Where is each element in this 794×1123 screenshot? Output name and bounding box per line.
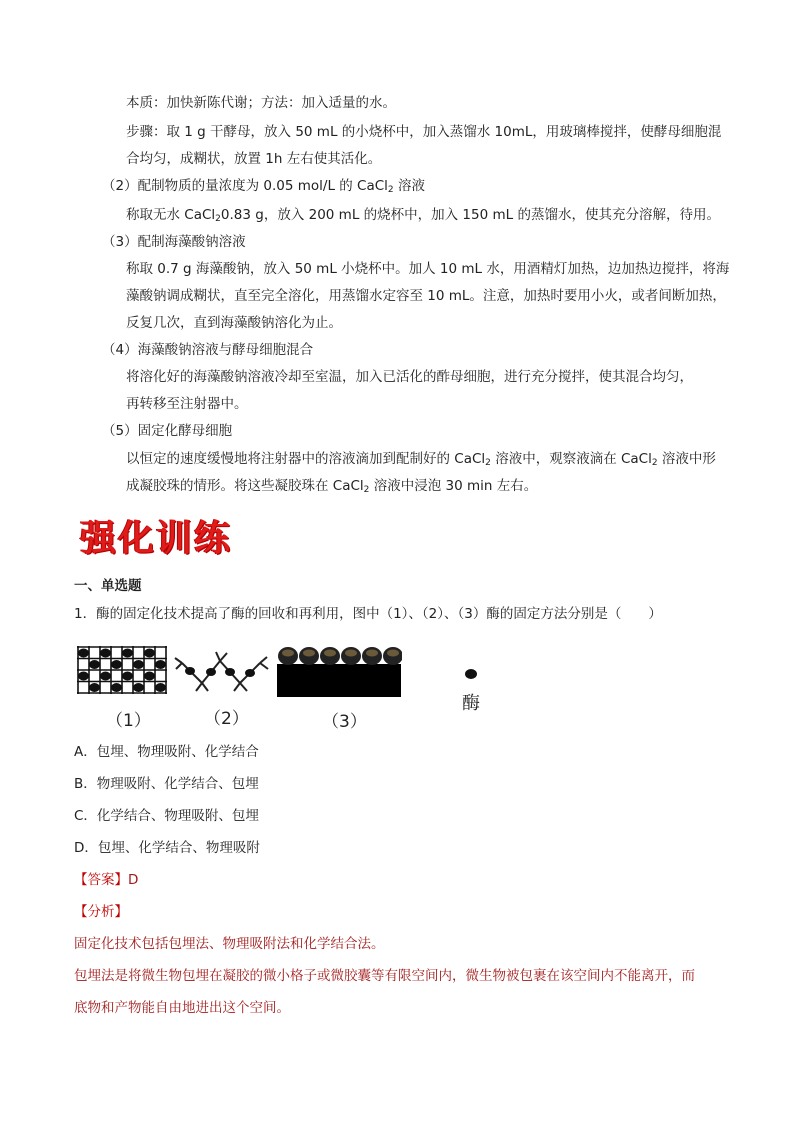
answer-tag: 【答案】 (74, 872, 128, 888)
figure-label-1: （1） (106, 711, 151, 731)
step5-heading: （5）固定化酵母细胞 (102, 423, 233, 439)
step2-heading: （2）配制物质的量浓度为 0.05 mol/L 的 CaCl$_2$ 溶液 (102, 178, 425, 195)
step2-body: 称取无水 CaCl$_2$0.83 g，放入 200 mL 的烧杯中，加入 150 mL 的蒸馏水，使其充分溶解，待用。 (126, 207, 720, 224)
step5-body-2: 成凝胶珠的情形。将这些凝胶珠在 CaCl$_2$ 溶液中浸泡 30 min 左右。 (126, 478, 538, 495)
analysis-tag: 【分析】 (74, 904, 128, 920)
step3-heading: （3）配制海藻酸钠溶液 (102, 234, 246, 250)
analysis-line-3: 底物和产物能自由地进出这个空间。 (74, 1000, 290, 1016)
step4-body-2: 再转移至注射器中。 (126, 396, 248, 412)
enzyme-legend-dot (464, 668, 478, 680)
figure-physical-adsorption (276, 640, 402, 698)
step3-body-3: 反复几次，直到海藻酸钠溶化为止。 (126, 315, 342, 331)
intro-line-3: 合均匀，成糊状，放置 1h 左右使其活化。 (126, 151, 382, 167)
option-b: B．物理吸附、化学结合、包埋 (74, 776, 259, 792)
figure-label-3: （3） (322, 712, 367, 732)
figure-label-2: （2） (204, 709, 249, 729)
enzyme-legend-label: 酶 (462, 693, 480, 714)
step4-body-1: 将溶化好的海藻酸钠溶液冷却至室温，加入已活化的酢母细胞，进行充分搅拌，使其混合均匀， (126, 369, 693, 385)
intro-line-1: 本质：加快新陈代谢；方法：加入适量的水。 (126, 95, 396, 111)
answer-value: D (128, 872, 139, 888)
section-title: 强化训练 (80, 517, 233, 559)
option-c: C．化学结合、物理吸附、包埋 (74, 808, 259, 824)
analysis-line-1: 固定化技术包括包埋法、物理吸附法和化学结合法。 (74, 936, 385, 952)
option-d: D．包埋、化学结合、物理吸附 (74, 840, 260, 856)
analysis-line-2: 包埋法是将微生物包埋在凝胶的微小格子或微胶囊等有限空间内，微生物被包裹在该空间内不能离开，而 (74, 968, 695, 984)
step3-body-2: 藻酸钠调成糊状，直至完全溶化，用蒸馏水定容至 10 mL。注意，加热时要用小火，或者间断加热， (126, 288, 726, 304)
step4-heading: （4）海藻酸钠溶液与酵母细胞混合 (102, 342, 314, 358)
figure-embedding (76, 645, 168, 695)
question-section-heading: 一、单选题 (74, 578, 142, 594)
answer-line (74, 870, 138, 890)
figure-chemical-binding (172, 645, 272, 695)
intro-line-2: 步骤：取 1 g 干酵母，放入 50 mL 的小烧杯中，加入蒸馏水 10mL，用玻璃棒搅拌，使酵母细胞混 (126, 124, 722, 140)
step3-body-1: 称取 0.7 g 海藻酸钠，放入 50 mL 小烧杯中。加人 10 mL 水，用酒精灯加热，边加热边搅拌，将海 (126, 261, 730, 277)
question-stem: 1．酶的固定化技术提高了酶的回收和再利用，图中（1）、（2）、（3）酶的固定方法分别是（ ） (74, 606, 662, 622)
step5-body-1: 以恒定的速度缓慢地将注射器中的溶液滴加到配制好的 CaCl$_2$ 溶液中，观察液滴在 CaCl$_2$ 溶液中形 (126, 451, 716, 468)
option-a: A．包埋、物理吸附、化学结合 (74, 744, 259, 760)
